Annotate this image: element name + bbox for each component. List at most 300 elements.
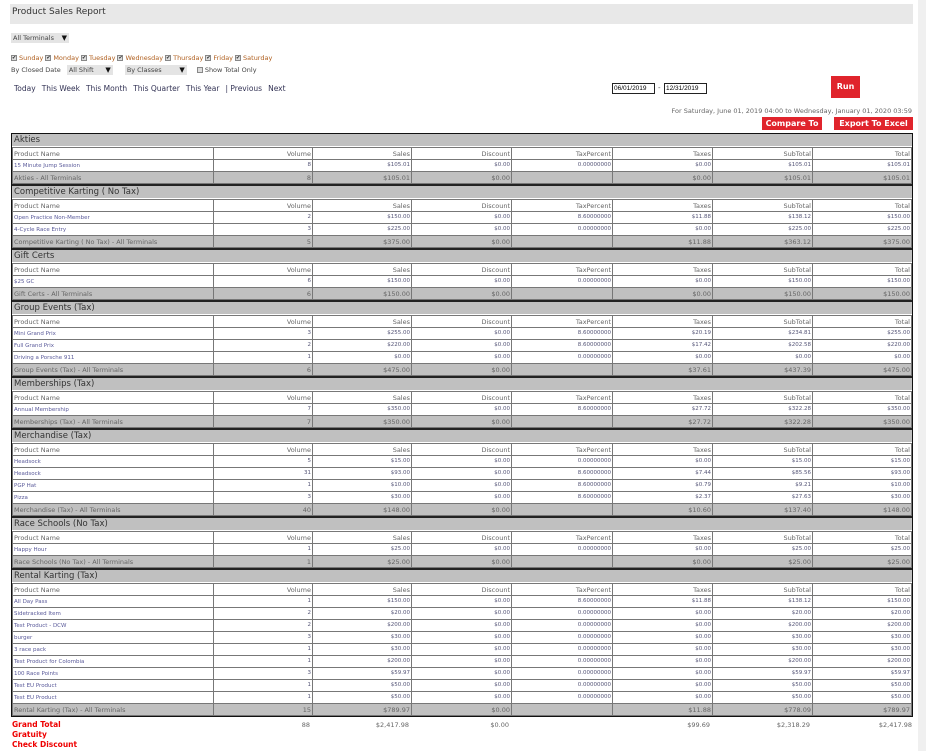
day-checkbox-friday[interactable]: ✔	[206, 55, 211, 61]
cell: $200.00	[713, 620, 813, 632]
table-row	[13, 456, 912, 468]
total-cell: $475.00	[813, 364, 912, 376]
chevron-down-icon: ▼	[105, 66, 111, 74]
category-table	[12, 315, 912, 376]
cell: 8.60000000	[512, 212, 613, 224]
grand-total-row	[11, 720, 913, 730]
column-header: Volume	[214, 584, 313, 596]
column-header: Sales	[313, 316, 412, 328]
empty-cell	[212, 740, 913, 750]
report-title: Product Sales Report	[10, 4, 913, 24]
total-cell: $10.60	[613, 504, 713, 516]
cell: $30.00	[813, 644, 912, 656]
chevron-down-icon: ▼	[179, 66, 185, 74]
cell: $0.79	[613, 480, 713, 492]
column-header: SubTotal	[713, 316, 813, 328]
column-header: TaxPercent	[512, 200, 613, 212]
total-cell: $0.00	[412, 416, 512, 428]
cell: 1	[214, 644, 313, 656]
column-header: Volume	[214, 532, 313, 544]
cell: $50.00	[713, 680, 813, 692]
column-header: Sales	[313, 200, 412, 212]
total-cell: $0.00	[412, 364, 512, 376]
cell: $30.00	[313, 644, 412, 656]
cell: $50.00	[813, 680, 912, 692]
column-header: Product Name	[13, 316, 214, 328]
cell: $322.28	[713, 404, 813, 416]
column-header: Total	[813, 532, 912, 544]
cell: Test Product - DCW	[13, 620, 214, 632]
category-total-row	[13, 288, 912, 300]
cell: $0.00	[412, 328, 512, 340]
cell: $200.00	[813, 656, 912, 668]
column-header: Taxes	[613, 584, 713, 596]
cell: 8.60000000	[512, 480, 613, 492]
table-row	[13, 352, 912, 364]
column-header: SubTotal	[713, 148, 813, 160]
total-cell: Merchandise (Tax) - All Terminals	[13, 504, 214, 516]
grand-total-table	[11, 720, 913, 750]
cell: $10.00	[813, 480, 912, 492]
cell: 31	[214, 468, 313, 480]
cell: $50.00	[313, 692, 412, 704]
category-title: Akties	[12, 134, 912, 147]
column-header: TaxPercent	[512, 392, 613, 404]
quick-link[interactable]: This Month	[85, 84, 128, 93]
category-total-row	[13, 364, 912, 376]
cell: $0.00	[313, 352, 412, 364]
total-cell: $789.97	[813, 704, 912, 716]
grand-total-discount: $0.00	[490, 721, 509, 729]
date-from-input[interactable]	[612, 83, 655, 94]
cell: 5	[214, 456, 313, 468]
category-title: Merchandise (Tax)	[12, 430, 912, 443]
day-checkbox-monday[interactable]: ✔	[46, 55, 51, 61]
total-cell: 1	[214, 556, 313, 568]
cell: $0.00	[613, 692, 713, 704]
chevron-down-icon: ▼	[61, 34, 67, 42]
day-label: Friday	[213, 54, 234, 62]
cell: Open Practice Non-Member	[13, 212, 214, 224]
quick-link[interactable]: Next	[268, 84, 286, 93]
cell: $150.00	[313, 276, 412, 288]
cell: 15 Minute Jump Session	[13, 160, 214, 172]
column-header: Total	[813, 148, 912, 160]
column-header: Total	[813, 584, 912, 596]
cell: 2	[214, 340, 313, 352]
column-header: Discount	[412, 584, 512, 596]
column-header: Sales	[313, 584, 412, 596]
cell: $0.00	[412, 668, 512, 680]
category-total-row	[13, 704, 912, 716]
vertical-scrollbar[interactable]	[918, 0, 926, 751]
cell: $50.00	[813, 692, 912, 704]
total-cell: $0.00	[412, 504, 512, 516]
table-row	[13, 608, 912, 620]
grand-total-subtotal: $2,318.29	[776, 721, 810, 729]
cell: $0.00	[412, 644, 512, 656]
cell: $0.00	[412, 456, 512, 468]
column-header: Volume	[214, 392, 313, 404]
total-cell: $350.00	[313, 416, 412, 428]
cell: 8	[214, 160, 313, 172]
column-header: Product Name	[13, 532, 214, 544]
column-header: Volume	[214, 264, 313, 276]
column-header: Taxes	[613, 264, 713, 276]
cell: $0.00	[412, 680, 512, 692]
cell: 1	[214, 680, 313, 692]
cell: 8.60000000	[512, 328, 613, 340]
total-cell: $137.40	[713, 504, 813, 516]
cell: $220.00	[313, 340, 412, 352]
table-row	[13, 680, 912, 692]
total-cell: Gift Certs - All Terminals	[13, 288, 214, 300]
cell: $0.00	[412, 596, 512, 608]
column-header: TaxPercent	[512, 532, 613, 544]
report-table	[11, 133, 913, 717]
cell: PGP Hat	[13, 480, 214, 492]
cell: Test EU Product	[13, 692, 214, 704]
column-header: Volume	[214, 148, 313, 160]
cell: 3 race pack	[13, 644, 214, 656]
column-header: Taxes	[613, 532, 713, 544]
total-cell	[512, 504, 613, 516]
category-section	[12, 134, 912, 186]
category-total-row	[13, 556, 912, 568]
cell: $350.00	[313, 404, 412, 416]
total-cell: Memberships (Tax) - All Terminals	[13, 416, 214, 428]
category-table	[12, 263, 912, 300]
cell: $0.00	[412, 480, 512, 492]
cell: $150.00	[713, 276, 813, 288]
cell: $15.00	[313, 456, 412, 468]
column-header: SubTotal	[713, 264, 813, 276]
cell: $20.00	[713, 608, 813, 620]
cell: 1	[214, 596, 313, 608]
report-content	[11, 133, 913, 750]
cell: $30.00	[813, 492, 912, 504]
cell: 6	[214, 276, 313, 288]
cell: $59.97	[813, 668, 912, 680]
column-header: Product Name	[13, 264, 214, 276]
day-checkbox-sunday[interactable]: ✔	[12, 55, 17, 61]
show-total-only-label: Show Total Only	[204, 66, 257, 74]
cell: 0.00000000	[512, 544, 613, 556]
cell: $2.37	[613, 492, 713, 504]
table-row	[13, 544, 912, 556]
column-header: SubTotal	[713, 532, 813, 544]
total-cell	[512, 704, 613, 716]
cell: 3	[214, 224, 313, 236]
total-cell: $11.88	[613, 236, 713, 248]
category-total-row	[13, 172, 912, 184]
column-header: Volume	[214, 316, 313, 328]
cell: $0.00	[613, 276, 713, 288]
cell: $30.00	[713, 632, 813, 644]
cell: Pizza	[13, 492, 214, 504]
cell: $50.00	[313, 680, 412, 692]
cell: $150.00	[813, 212, 912, 224]
total-cell: Akties - All Terminals	[13, 172, 214, 184]
grand-total-sales: $2,417.98	[375, 721, 409, 729]
cell: $0.00	[613, 656, 713, 668]
column-header: Sales	[313, 532, 412, 544]
column-header: SubTotal	[713, 392, 813, 404]
cell: $0.00	[412, 404, 512, 416]
cell: 0.00000000	[512, 224, 613, 236]
total-cell: $27.72	[613, 416, 713, 428]
cell: Headsock	[13, 468, 214, 480]
day-checkbox-thursday[interactable]: ✔	[166, 55, 171, 61]
date-to-input[interactable]	[664, 83, 707, 94]
category-section	[12, 186, 912, 250]
total-cell: $150.00	[313, 288, 412, 300]
column-header: TaxPercent	[512, 444, 613, 456]
cell: 8.60000000	[512, 596, 613, 608]
cell: 8.60000000	[512, 340, 613, 352]
total-cell: $0.00	[412, 556, 512, 568]
column-header: SubTotal	[713, 584, 813, 596]
cell: $25.00	[313, 544, 412, 556]
cell: $25.00	[713, 544, 813, 556]
export-excel-button[interactable]: Export To Excel	[834, 117, 913, 130]
column-header: Total	[813, 392, 912, 404]
cell: $17.42	[613, 340, 713, 352]
column-header-row	[13, 444, 912, 456]
cell: $11.88	[613, 596, 713, 608]
column-header: Discount	[412, 532, 512, 544]
cell: 0.00000000	[512, 352, 613, 364]
cell: $10.00	[313, 480, 412, 492]
total-cell: $350.00	[813, 416, 912, 428]
cell: $85.56	[713, 468, 813, 480]
cell: $138.12	[713, 596, 813, 608]
cell: Headsock	[13, 456, 214, 468]
cell: $7.44	[613, 468, 713, 480]
cell: $0.00	[613, 608, 713, 620]
total-cell: $150.00	[813, 288, 912, 300]
cell: $0.00	[613, 352, 713, 364]
category-section	[12, 430, 912, 518]
category-section	[12, 378, 912, 430]
cell: $105.01	[713, 160, 813, 172]
category-total-row	[13, 236, 912, 248]
terminal-select[interactable]	[11, 33, 69, 43]
cell: $150.00	[813, 596, 912, 608]
day-label: Monday	[53, 54, 79, 62]
total-cell	[512, 416, 613, 428]
column-header: TaxPercent	[512, 584, 613, 596]
column-header: Total	[813, 264, 912, 276]
table-row	[13, 632, 912, 644]
cell: 3	[214, 492, 313, 504]
class-select[interactable]	[125, 65, 187, 75]
column-header: SubTotal	[713, 200, 813, 212]
category-title: Gift Certs	[12, 250, 912, 263]
cell: 1	[214, 656, 313, 668]
cell: burger	[13, 632, 214, 644]
cell: $0.00	[412, 608, 512, 620]
total-cell: 5	[214, 236, 313, 248]
cell: 3	[214, 668, 313, 680]
table-row	[13, 224, 912, 236]
total-cell: 6	[214, 288, 313, 300]
cell: $234.81	[713, 328, 813, 340]
column-header: Product Name	[13, 200, 214, 212]
cell: $255.00	[813, 328, 912, 340]
column-header: Discount	[412, 264, 512, 276]
total-cell: 8	[214, 172, 313, 184]
category-section	[12, 302, 912, 378]
shift-select-value: All Shift	[68, 66, 94, 74]
cell: $225.00	[313, 224, 412, 236]
cell: $93.00	[313, 468, 412, 480]
cell: 1	[214, 480, 313, 492]
total-cell: $0.00	[613, 556, 713, 568]
compare-to-button[interactable]: Compare To	[762, 117, 822, 130]
column-header: Product Name	[13, 148, 214, 160]
category-total-row	[13, 416, 912, 428]
cell: $0.00	[412, 276, 512, 288]
cell: $0.00	[412, 492, 512, 504]
total-cell: $37.61	[613, 364, 713, 376]
column-header: Taxes	[613, 200, 713, 212]
cell: Annual Membership	[13, 404, 214, 416]
day-label: Thursday	[173, 54, 204, 62]
grand-total-taxpercent	[510, 720, 611, 730]
column-header: Volume	[214, 444, 313, 456]
column-header: Taxes	[613, 392, 713, 404]
total-cell: $25.00	[713, 556, 813, 568]
column-header: TaxPercent	[512, 264, 613, 276]
cell: 1	[214, 544, 313, 556]
cell: $150.00	[313, 212, 412, 224]
quick-link[interactable]: Today	[14, 84, 36, 93]
cell: $0.00	[412, 160, 512, 172]
cell: 1	[214, 692, 313, 704]
cell: $0.00	[613, 456, 713, 468]
total-cell: $0.00	[412, 172, 512, 184]
category-title: Race Schools (No Tax)	[12, 518, 912, 531]
run-button[interactable]: Run	[831, 76, 860, 98]
table-row	[13, 212, 912, 224]
total-cell: $0.00	[613, 172, 713, 184]
total-cell: $11.88	[613, 704, 713, 716]
cell: $30.00	[813, 632, 912, 644]
cell: $15.00	[813, 456, 912, 468]
table-row	[13, 276, 912, 288]
column-header-row	[13, 264, 912, 276]
table-row	[13, 492, 912, 504]
cell: $0.00	[412, 656, 512, 668]
category-table	[12, 583, 912, 716]
total-cell: Group Events (Tax) - All Terminals	[13, 364, 214, 376]
column-header: Discount	[412, 200, 512, 212]
quick-link[interactable]: This Quarter	[133, 84, 180, 93]
cell: Happy Hour	[13, 544, 214, 556]
column-header: Sales	[313, 148, 412, 160]
category-title: Rental Karting (Tax)	[12, 570, 912, 583]
total-cell: $105.01	[313, 172, 412, 184]
column-header: Total	[813, 316, 912, 328]
total-cell: $25.00	[313, 556, 412, 568]
cell: $25 GC	[13, 276, 214, 288]
total-cell: 7	[214, 416, 313, 428]
cell: $20.00	[813, 608, 912, 620]
column-header: Product Name	[13, 392, 214, 404]
cell: 0.00000000	[512, 160, 613, 172]
cell: $0.00	[412, 620, 512, 632]
total-cell	[512, 556, 613, 568]
check-discount-label: Check Discount	[12, 740, 78, 749]
cell: 3	[214, 328, 313, 340]
cell: Test EU Product	[13, 680, 214, 692]
total-cell: $148.00	[313, 504, 412, 516]
cell: $11.88	[613, 212, 713, 224]
total-cell	[512, 172, 613, 184]
column-header: Taxes	[613, 444, 713, 456]
category-section	[12, 518, 912, 570]
quick-link[interactable]: This Year	[185, 84, 220, 93]
filter-row	[11, 65, 257, 75]
total-cell: Rental Karting (Tax) - All Terminals	[13, 704, 214, 716]
quick-link[interactable]: This Week	[41, 84, 80, 93]
total-cell: 6	[214, 364, 313, 376]
cell: 0.00000000	[512, 668, 613, 680]
cell: $15.00	[713, 456, 813, 468]
cell: 0.00000000	[512, 692, 613, 704]
day-checkbox-wednesday[interactable]: ✔	[118, 55, 123, 61]
quick-link[interactable]: | Previous	[225, 84, 263, 93]
cell: $0.00	[713, 352, 813, 364]
cell: 0.00000000	[512, 680, 613, 692]
grand-total-volume: 88	[301, 721, 310, 729]
class-select-value: By Classes	[126, 66, 162, 74]
cell: $200.00	[713, 656, 813, 668]
cell: $0.00	[412, 544, 512, 556]
table-row	[13, 656, 912, 668]
column-header-row	[13, 148, 912, 160]
total-cell: Competitive Karting ( No Tax) - All Terminals	[13, 236, 214, 248]
total-cell: $105.01	[713, 172, 813, 184]
by-closed-date-label: By Closed Date	[11, 66, 61, 74]
cell: 0.00000000	[512, 632, 613, 644]
cell: 8.60000000	[512, 468, 613, 480]
column-header: Sales	[313, 444, 412, 456]
table-row	[13, 644, 912, 656]
total-cell: 15	[214, 704, 313, 716]
day-checkbox-saturday[interactable]: ✔	[236, 55, 241, 61]
category-section	[12, 250, 912, 302]
cell: $0.00	[613, 224, 713, 236]
column-header: TaxPercent	[512, 316, 613, 328]
shift-select[interactable]	[67, 65, 113, 75]
show-total-only-checkbox[interactable]	[197, 67, 203, 73]
column-header: Volume	[214, 200, 313, 212]
category-table	[12, 199, 912, 248]
cell: $30.00	[313, 492, 412, 504]
cell: 8.60000000	[512, 404, 613, 416]
cell: $220.00	[813, 340, 912, 352]
quick-date-links	[14, 84, 286, 93]
terminal-select-value: All Terminals	[13, 34, 54, 42]
total-cell: $437.39	[713, 364, 813, 376]
day-checkbox-tuesday[interactable]: ✔	[82, 55, 87, 61]
cell: $59.97	[313, 668, 412, 680]
cell: 2	[214, 620, 313, 632]
total-cell: $148.00	[813, 504, 912, 516]
cell: $25.00	[813, 544, 912, 556]
